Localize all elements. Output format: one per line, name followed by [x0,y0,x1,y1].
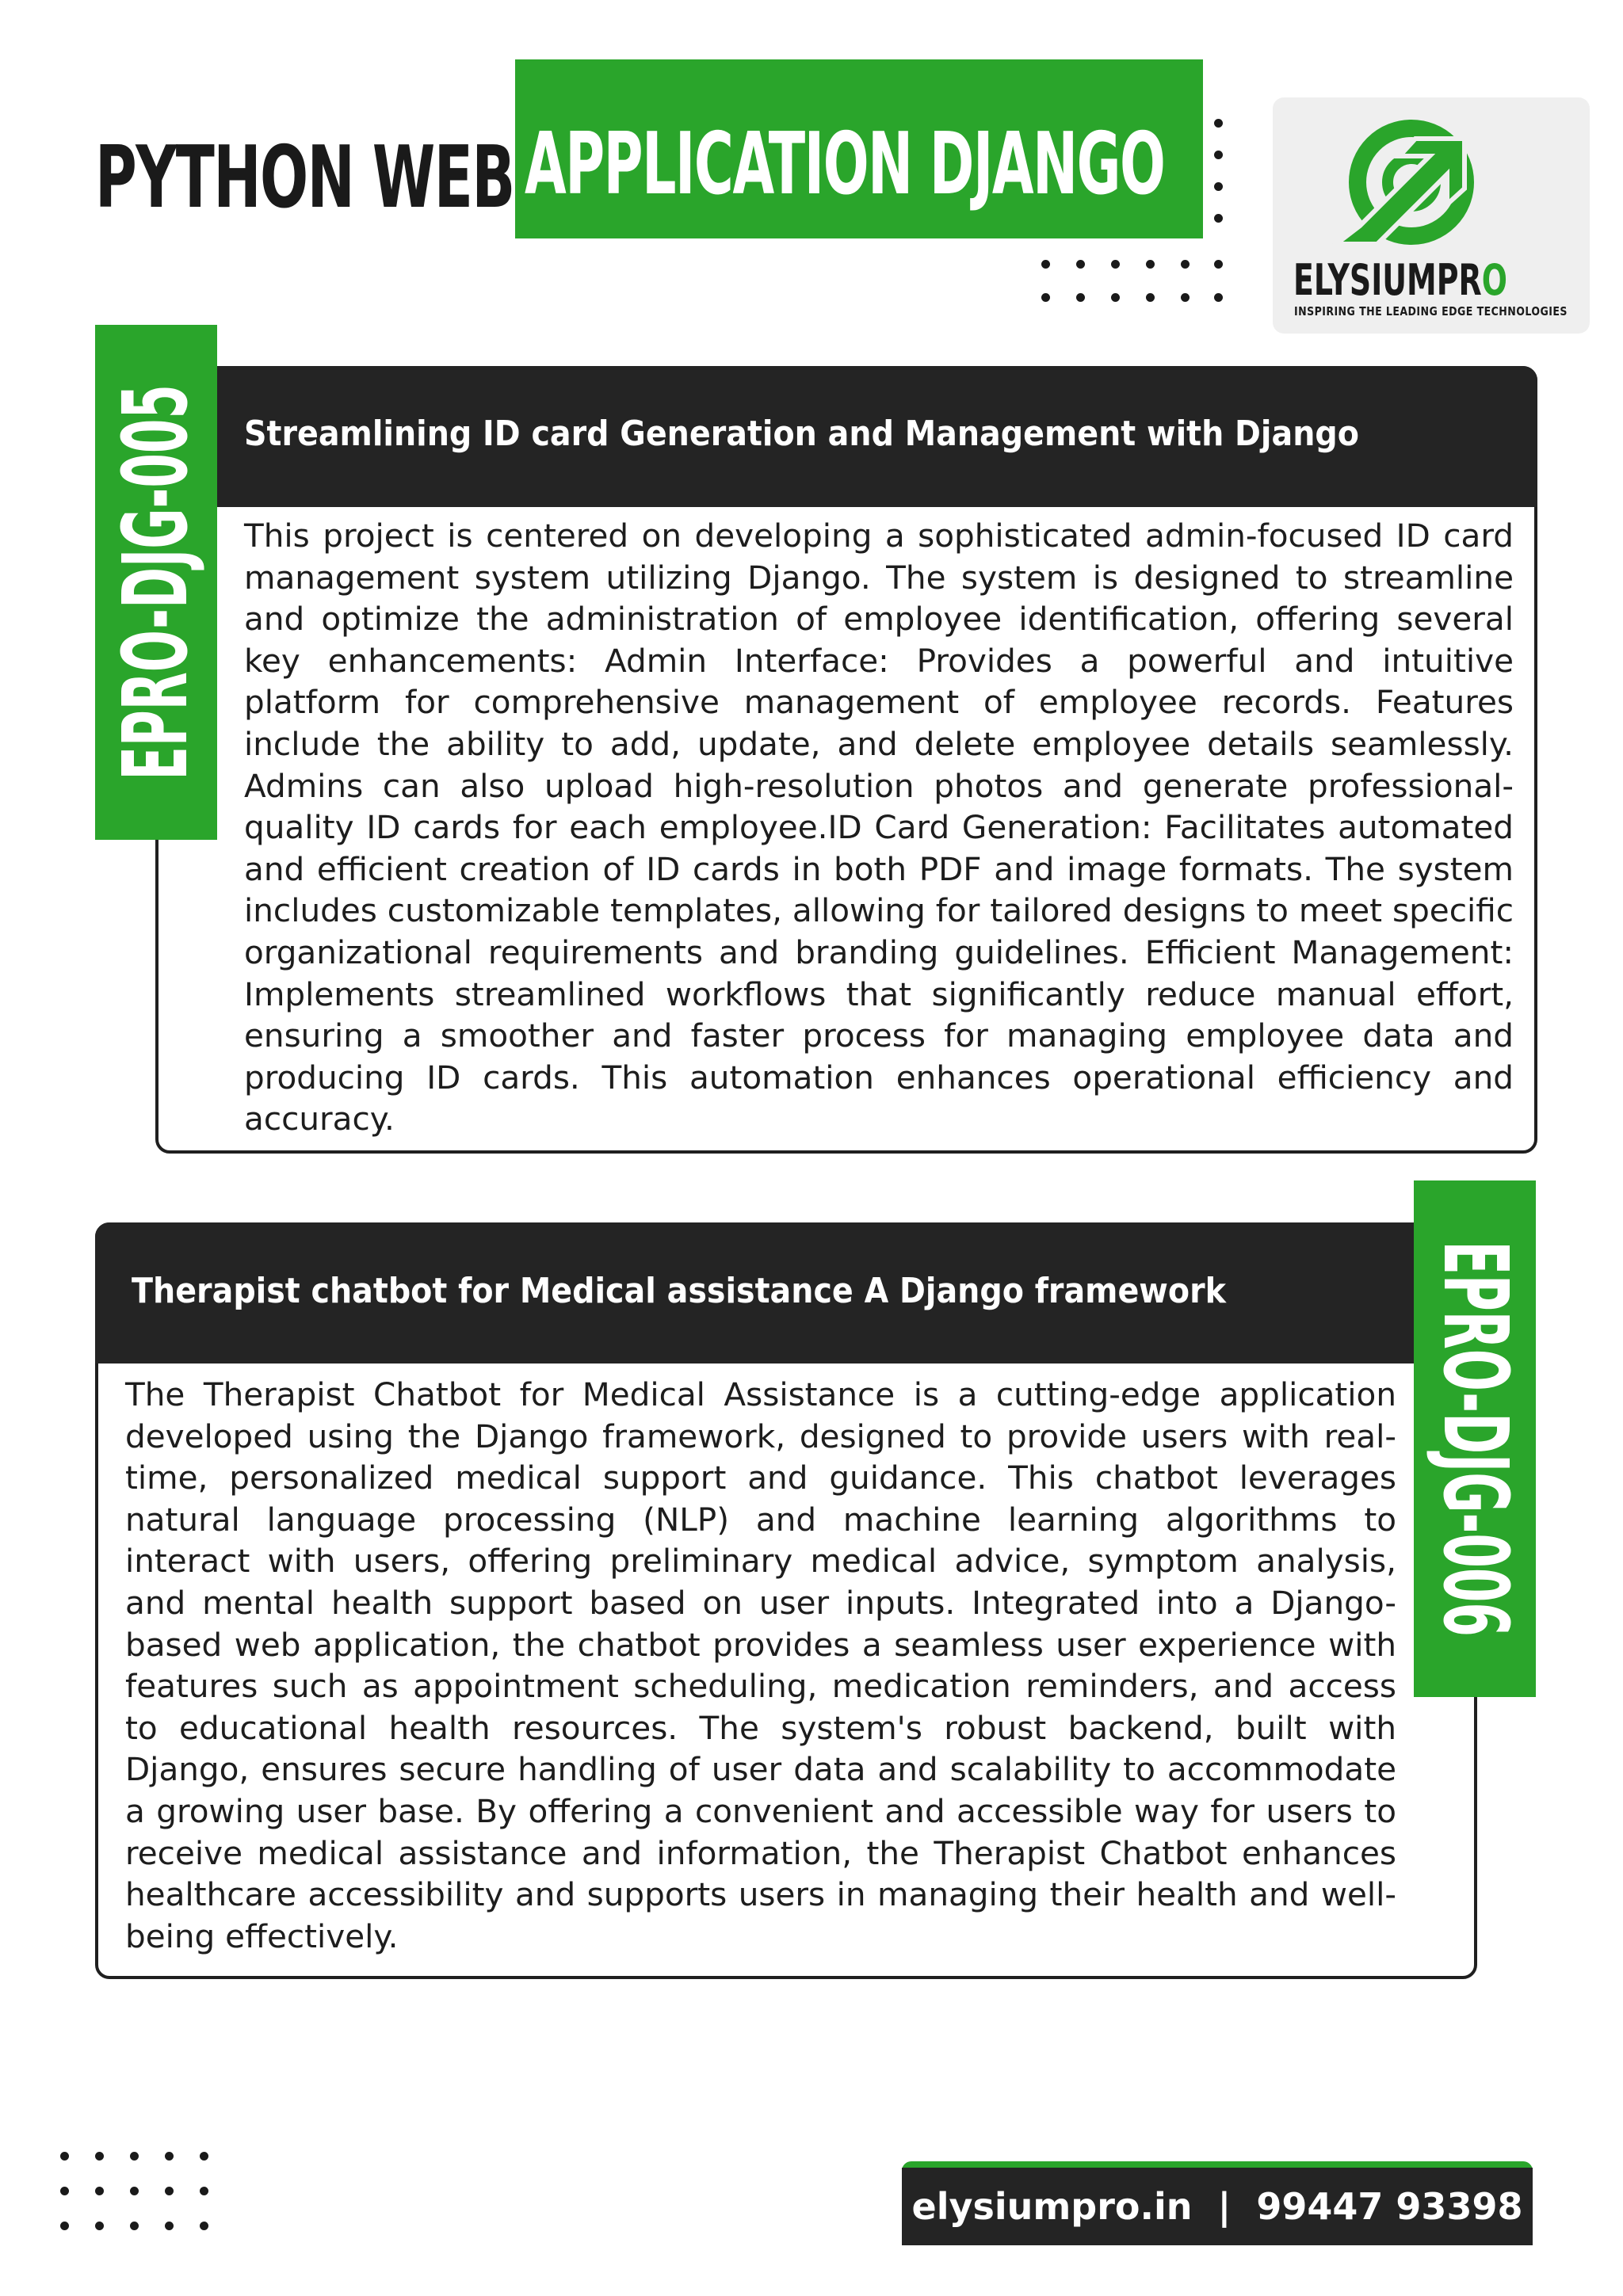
logo-tagline: INSPIRING THE LEADING EDGE TECHNOLOGIES [1294,304,1568,318]
project-code: EPRO-DJG-006 [1423,1241,1526,1637]
footer-contact-text: elysiumpro.in | 99447 93398 [911,2185,1523,2228]
growth-arrow-circle-icon [1328,111,1487,254]
page-title-part1: PYTHON WEB [95,128,514,227]
project-description: This project is centered on developing a sophisticated admin-focused ID card management system utilizing Django. The system is designed to streamline and optimize the administration of employee identification, offering several key enhancements: Admin Interface: Provides a powerful and intuitive platform for comprehensive management of employee records. Features include the ability to add, update, and delete employee details seamlessly. Admins can also upload high-resolution photos and generate professional-quality ID cards for each employee.ID Card Generation: Facilitates automated and efficient creation of ID cards in both PDF and image formats. The system includes customizable templates, allowing for tailored designs to meet specific organizational requirements and branding guidelines. Efficient Management: Implements streamlined workflows that significantly reduce manual effort, ensuring a smoother and faster process for managing employee data and producing ID cards. This automation enhances operational efficiency and accuracy. [244,517,1514,1138]
page-title-part2: APPLICATION DJANGO [525,115,1165,214]
project-title: Streamlining ID card Generation and Management with Django [244,414,1359,454]
logo-wordmark: ELYSIUMPRO [1293,255,1507,305]
project-title: Therapist chatbot for Medical assistance A Django framework [132,1271,1226,1311]
project-description: The Therapist Chatbot for Medical Assistance is a cutting-edge application developed using the Django framework, designed to provide users with real-time, personalized medical support and guidance. This chatbot leverages natural language processing (NLP) and machine learning algorithms to interact with users, offering preliminary medical advice, symptom analysis, and mental health support based on user inputs. Integrated into a Django-based web application, the chatbot provides a seamless user experience with features such as appointment scheduling, medication reminders, and access to educational health resources. The system's robust backend, built with Django, ensures secure handling of user data and scalability to accommodate a growing user base. By offering a convenient and accessible way for users to receive medical assistance and information, the Therapist Chatbot enhances healthcare accessibility and supports users in managing their health and well-being effectively. [125,1375,1396,1955]
project-code: EPRO-DJG-005 [105,384,208,780]
